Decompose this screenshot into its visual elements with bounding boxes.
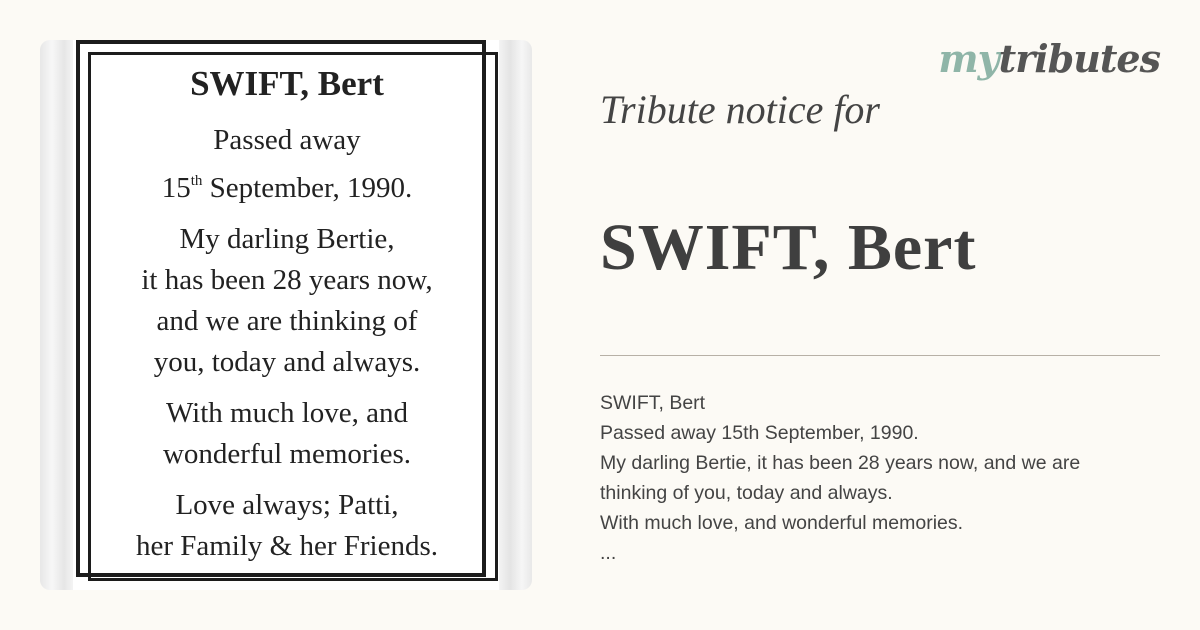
notice-image [40,40,532,590]
notice-date-line [92,161,482,209]
summary-line: My darling Bertie, it has been 28 years now, and we are [600,452,1081,474]
notice-signoff-line: Love always; Patti, [175,489,399,521]
notice-passed-line: Passed away [213,124,361,156]
notice-summary [600,388,1160,568]
notice-message-line: and we are thinking of [156,305,418,337]
notice-date-rest: September, 1990. [202,172,413,204]
notice-love [92,393,482,475]
summary-line: Passed away 15th September, 1990. [600,422,919,444]
notice-signoff [92,485,482,567]
summary-line: With much love, and wonderful memories. [600,512,964,534]
mytributes-logo[interactable] [938,36,1160,81]
notice-date-suffix: th [190,173,203,189]
summary-ellipsis: ... [600,542,617,564]
notice-message-line: it has been 28 years now, [141,264,433,296]
notice-text [92,62,482,577]
summary-line: SWIFT, Bert [600,392,706,414]
page-title: SWIFT, Bert [600,211,977,284]
notice-name: SWIFT, Bert [190,64,384,103]
notice-date-day: 15 [161,172,191,204]
logo-tributes: tributes [998,36,1160,81]
notice-love-line: wonderful memories. [162,438,412,470]
notice-signoff-line: her Family & her Friends. [135,530,439,562]
tagline: Tribute notice for [600,87,880,132]
notice-passed [92,120,482,209]
notice-love-line: With much love, and [165,397,409,429]
summary-line: thinking of you, today and always. [600,482,893,504]
notice-message-line: you, today and always. [153,346,421,378]
logo-my: my [938,36,999,81]
notice-message [92,219,482,383]
notice-message-line: My darling Bertie, [179,223,395,255]
divider [600,355,1160,356]
